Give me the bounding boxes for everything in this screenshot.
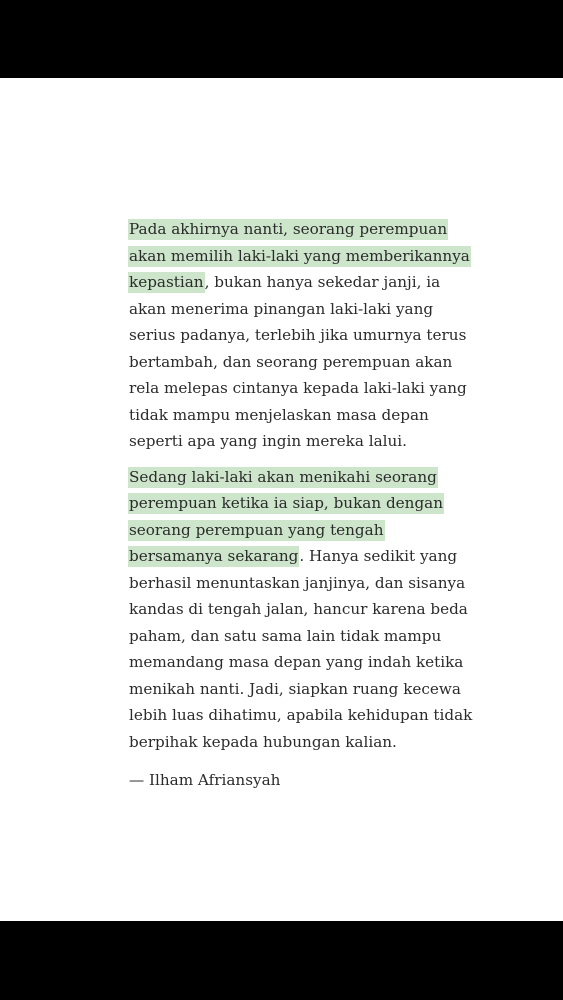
text-line [129,570,466,597]
text-line [129,490,459,517]
plain-text: seperti apa yang ingin mereka lalui. [129,432,407,450]
plain-text: berpihak kepada hubungan kalian. [129,732,397,751]
page [0,78,563,921]
text-line [129,349,459,376]
highlighted-text: Sedang laki-laki akan menikahi seorang [129,467,437,486]
paragraph-2 [129,464,473,756]
plain-text: , bukan hanya sekedar janji, ia [204,273,441,291]
text-line [129,296,459,323]
text-line [129,402,459,429]
text-line [129,216,459,243]
plain-text: rela melepas cintanya kepada laki-laki yang [129,379,467,397]
text-line [129,543,459,570]
plain-text: kandas di tengah jalan, hancur karena beda [129,600,468,618]
text-line [129,702,473,729]
plain-text: lebih luas dihatimu, apabila kehidupan tidak [129,706,473,724]
plain-text: akan menerima pinangan laki-laki yang [129,299,434,318]
text-line [129,676,459,703]
text-line [129,322,467,349]
text-line [129,623,459,650]
highlighted-text: perempuan ketika ia siap, bukan dengan [129,494,444,512]
text-line [129,428,459,455]
highlighted-text: bersamanya sekarang [129,547,299,565]
text-line [129,269,459,296]
highlighted-text: seorang perempuan yang tengah [129,520,384,539]
quote-text [129,216,473,794]
highlighted-text: kepastian [129,273,204,291]
highlighted-text: akan memilih laki-laki yang memberikannya [129,246,470,265]
paragraph-1 [129,216,470,455]
text-line [129,649,464,676]
plain-text: menikah nanti. Jadi, siapkan ruang kecewa [129,679,461,698]
text-line [129,596,468,623]
attribution: — Ilham Afriansyah [129,771,281,789]
plain-text: berhasil menuntaskan janjinya, dan sisanya [129,573,466,592]
plain-text: bertambah, dan seorang perempuan akan [129,352,453,371]
text-line [129,517,459,544]
text-line [129,243,470,270]
bottom-black-bar [0,921,563,1000]
text-line [129,729,459,756]
plain-text: . Hanya sedikit yang [299,547,458,565]
text-line [129,464,459,491]
text-line [129,375,467,402]
plain-text: memandang masa depan yang indah ketika [129,653,464,671]
plain-text: tidak mampu menjelaskan masa depan [129,405,429,424]
highlighted-text: Pada akhirnya nanti, seorang perempuan [129,220,448,238]
plain-text: paham, dan satu sama lain tidak mampu [129,626,442,645]
paragraph-gap [129,455,459,464]
top-black-bar [0,0,563,78]
plain-text: serius padanya, terlebih jika umurnya terus [129,326,467,344]
